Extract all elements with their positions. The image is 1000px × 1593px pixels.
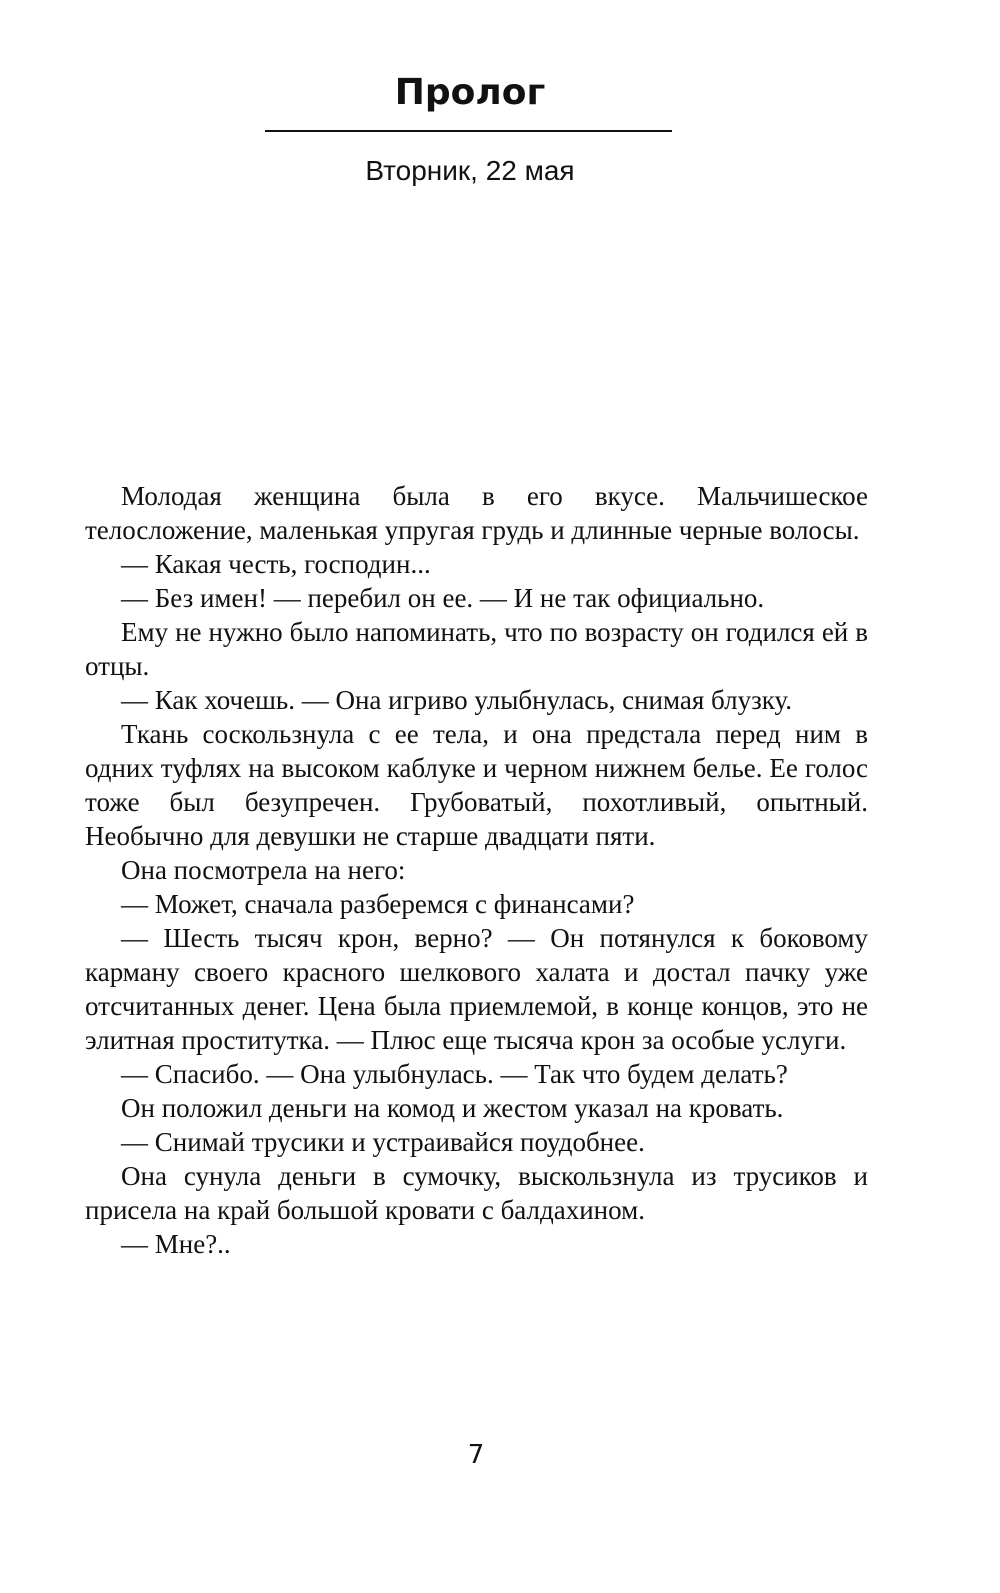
chapter-title: Пролог: [394, 72, 546, 113]
paragraph: — Какая честь, господин...: [121, 549, 431, 579]
paragraph: — Шесть тысяч крон, верно? — Он потянулся к боковому карману своего красного шелкового халата и достал пачку уже отсчитанных денег. Цена была приемлемой, в конце концов, это не элитная проститутка. — Плюс еще тысяча крон за особые услуги.: [85, 923, 868, 1055]
paragraph: Ткань соскользнула с ее тела, и она предстала перед ним в одних туфлях на высоком каблуке и черном нижнем белье. Ее голос тоже был безупречен. Грубоватый, похотливый, опытный. Необычно для девушки не старше двадцати пяти.: [85, 719, 868, 851]
chapter-date: Вторник, 22 мая: [365, 155, 575, 186]
body-text: [85, 479, 868, 1261]
page-number: 7: [467, 1440, 485, 1470]
paragraph: Она сунула деньги в сумочку, выскользнула из трусиков и присела на край большой кровати с балдахином.: [85, 1161, 868, 1225]
paragraph: Ему не нужно было напоминать, что по возрасту он годился ей в отцы.: [85, 617, 868, 681]
paragraph: Молодая женщина была в его вкусе. Мальчишеское телосложение, маленькая упругая грудь и длинные черные волосы.: [85, 481, 868, 545]
paragraph: — Без имен! — перебил он ее. — И не так официально.: [121, 583, 765, 613]
paragraph: — Как хочешь. — Она игриво улыбнулась, снимая блузку.: [121, 685, 793, 715]
paragraph: Он положил деньги на комод и жестом указал на кровать.: [121, 1093, 784, 1123]
paragraph: Она посмотрела на него:: [121, 855, 406, 885]
paragraph: — Мне?..: [121, 1229, 231, 1259]
paragraph: — Снимай трусики и устраивайся поудобнее.: [121, 1127, 645, 1157]
title-divider: [265, 130, 672, 132]
paragraph: — Может, сначала разберемся с финансами?: [121, 889, 635, 919]
paragraph: — Спасибо. — Она улыбнулась. — Так что будем делать?: [121, 1059, 788, 1089]
